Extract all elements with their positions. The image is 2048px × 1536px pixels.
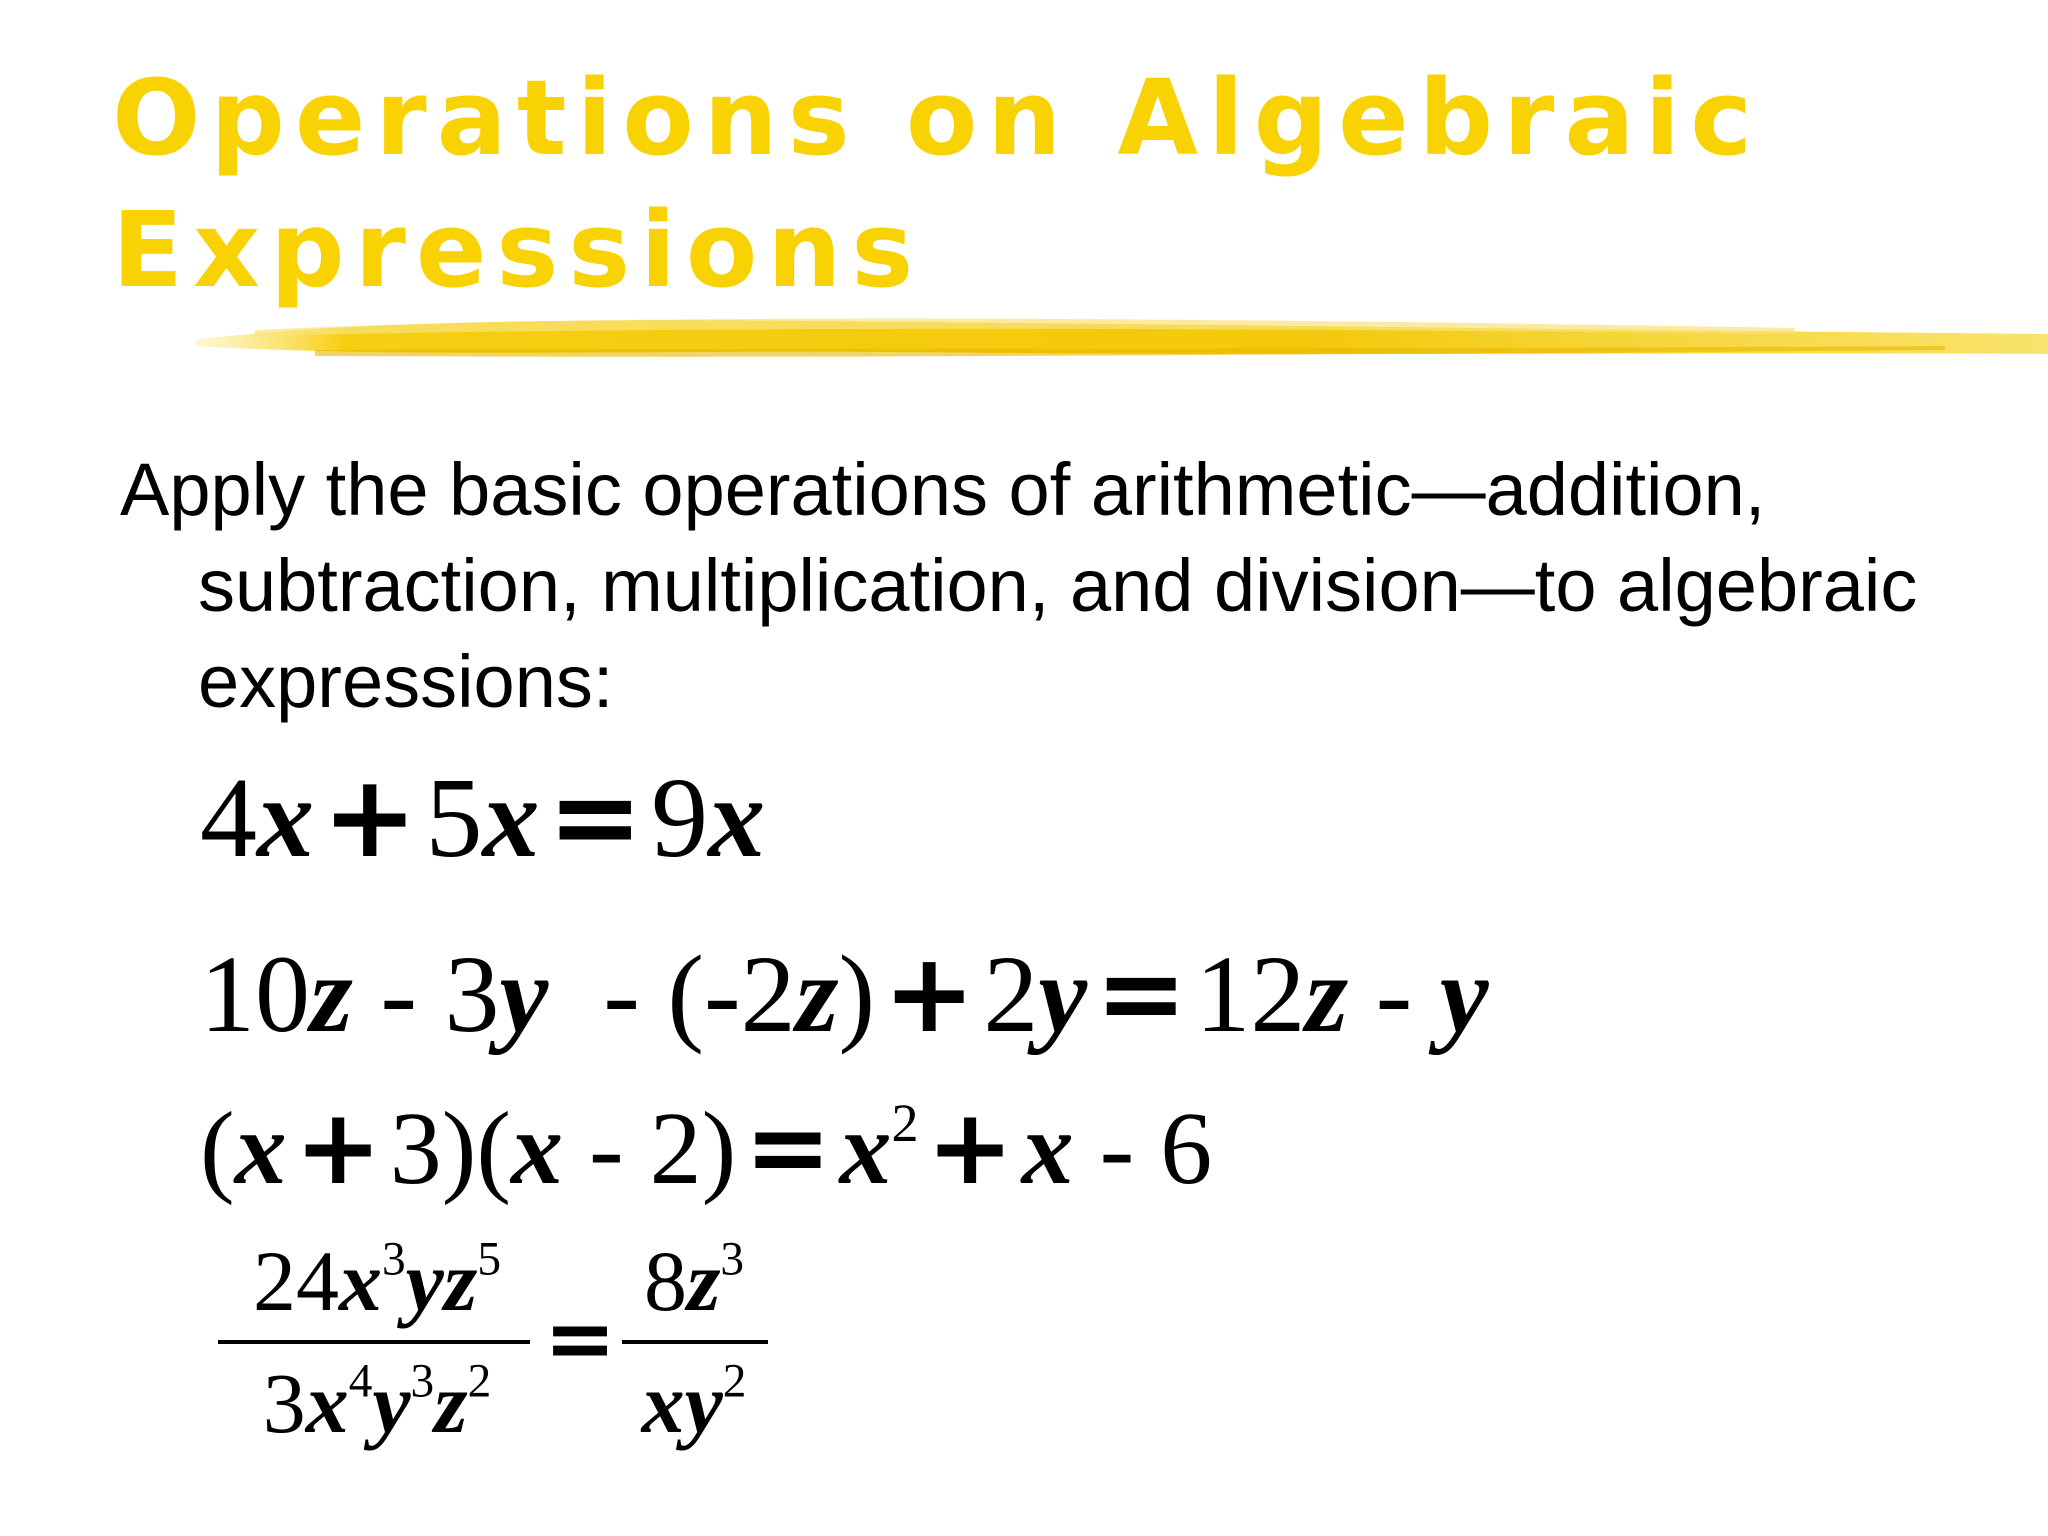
eq2-minus-3: - <box>1348 933 1440 1055</box>
rn-var-1: z <box>686 1233 721 1329</box>
eq1-coef-3: 9 <box>651 754 709 881</box>
eq2-var-2: y <box>499 933 549 1055</box>
ld-var-3: z <box>434 1355 468 1451</box>
eq2-var-4: y <box>1038 933 1088 1055</box>
eq2-coef-2: 3 <box>444 933 500 1055</box>
ld-exp-1: 4 <box>348 1355 373 1408</box>
ln-var-1: x <box>339 1233 383 1329</box>
eq3-exp-1: 2 <box>891 1092 919 1153</box>
ln-var-2: yz <box>405 1233 478 1329</box>
eq2-var-3: z <box>795 933 839 1055</box>
body-paragraph: Apply the basic operations of arithmetic—addition, subtraction, multiplication, and division—to algebraic expressions: <box>120 448 1918 723</box>
eq1-var-2: x <box>482 754 540 881</box>
eq2-var-6: y <box>1439 933 1489 1055</box>
eq2-equals: = <box>1095 929 1188 1057</box>
eq3-equals: = <box>744 1086 832 1208</box>
eq3-open-paren: ( <box>200 1091 235 1206</box>
right-fraction-bar <box>622 1340 768 1344</box>
eq1-plus: + <box>322 750 418 883</box>
eq1-var-3: x <box>708 754 766 881</box>
rn-coef: 8 <box>643 1233 687 1329</box>
eq2-plus: + <box>883 929 976 1057</box>
eq3-var-4: x <box>1021 1091 1074 1206</box>
ld-var-1: x <box>305 1355 349 1451</box>
ln-coef: 24 <box>253 1233 340 1329</box>
left-denominator <box>222 1355 532 1451</box>
eq2-coef-1: 10 <box>200 933 310 1055</box>
eq3-minus-2: - 6 <box>1073 1091 1213 1206</box>
eq2-var-1: z <box>310 933 353 1055</box>
eq2-minus-paren: - (-2 <box>548 933 796 1055</box>
eq2-coef-3: 2 <box>983 933 1039 1055</box>
eq1-coef-2: 5 <box>425 754 483 881</box>
right-numerator <box>624 1233 764 1329</box>
eq1-var-1: x <box>257 754 314 881</box>
eq3-var-3: x <box>839 1091 892 1206</box>
eq2-var-5: z <box>1305 933 1349 1055</box>
eq2-coef-4: 12 <box>1195 933 1306 1055</box>
eq1-coef-1: 4 <box>200 754 257 881</box>
rd-exp-1: 2 <box>722 1355 747 1408</box>
rd-var-1: xy <box>641 1355 723 1451</box>
ln-exp-1: 3 <box>382 1233 406 1286</box>
eq3-minus-1: - 2) <box>563 1091 737 1206</box>
eq3-plus-2: + <box>926 1086 1014 1208</box>
ld-var-2: y <box>372 1355 411 1451</box>
slide-title-line-1: Operations on Algebraic <box>112 57 1762 179</box>
ld-exp-3: 2 <box>467 1355 492 1408</box>
eq3-var-2: x <box>511 1091 564 1206</box>
rn-exp-1: 3 <box>720 1233 745 1286</box>
right-denominator <box>624 1355 764 1451</box>
eq4-equals: = <box>544 1289 617 1389</box>
slide-title-line-2: Expressions <box>112 189 924 311</box>
eq2-minus-1: - <box>352 933 445 1055</box>
left-numerator <box>222 1233 532 1329</box>
eq2-close-paren: ) <box>838 933 876 1055</box>
ld-coef: 3 <box>262 1355 306 1451</box>
eq3-var-1: x <box>234 1091 287 1206</box>
ld-exp-2: 3 <box>410 1355 435 1408</box>
eq3-const-1: 3)( <box>389 1091 512 1206</box>
left-fraction-bar <box>218 1340 530 1344</box>
eq3-plus-1: + <box>294 1086 382 1208</box>
ln-exp-2: 5 <box>477 1233 501 1286</box>
eq1-equals: = <box>547 750 644 883</box>
